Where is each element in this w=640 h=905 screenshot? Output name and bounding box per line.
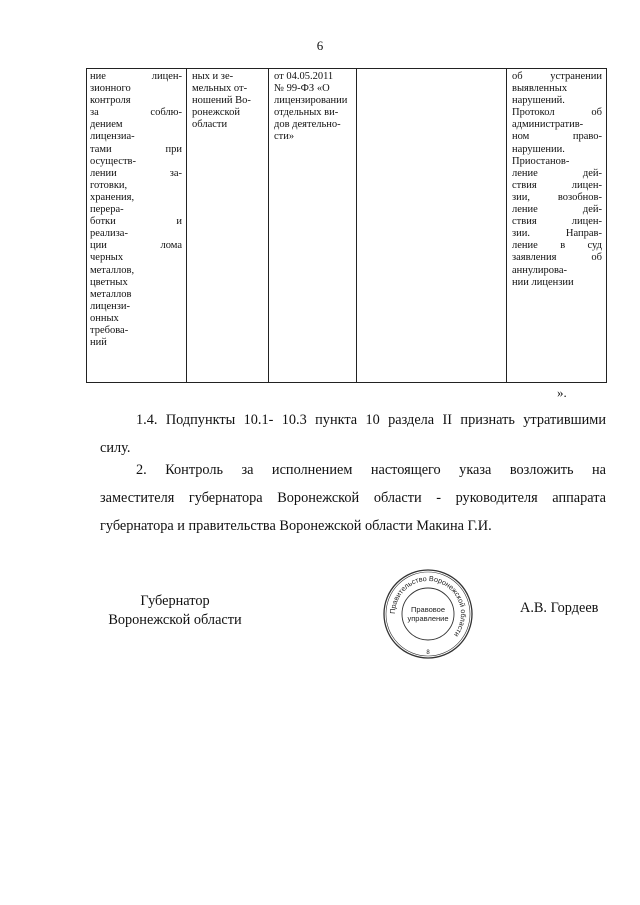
cell-line: аннулирова- bbox=[512, 264, 568, 276]
cell-text-lines bbox=[192, 71, 265, 131]
page-number: 6 bbox=[316, 38, 324, 53]
cell-line: контроля bbox=[90, 95, 131, 107]
cell-line: дов деятельно- bbox=[274, 119, 341, 131]
cell-line: зии, возобнов- bbox=[512, 191, 602, 203]
paragraph-2 bbox=[100, 456, 606, 540]
cell-line: черных bbox=[90, 252, 124, 264]
cell-text-lines bbox=[512, 71, 602, 289]
cell-text-lines bbox=[274, 71, 353, 144]
cell-line: ление дей- bbox=[512, 167, 602, 179]
paragraph-line: 2. Контроль за исполнением настоящего указа возложить на bbox=[136, 462, 606, 478]
signature-region: Воронежской области bbox=[108, 612, 242, 628]
document-table bbox=[86, 68, 607, 383]
cell-text-lines bbox=[90, 71, 182, 349]
cell-line: зионного bbox=[90, 83, 131, 95]
cell-line: ронежской bbox=[192, 107, 240, 119]
cell-line: выявленных bbox=[512, 83, 568, 95]
cell-line: лицензиа- bbox=[90, 131, 135, 143]
cell-line: металлов, bbox=[90, 264, 135, 276]
cell-line: нии лицензии bbox=[512, 276, 574, 288]
cell-line: ствия лицен- bbox=[512, 179, 602, 191]
cell-line: хранения, bbox=[90, 191, 135, 203]
cell-line: готовки, bbox=[90, 179, 128, 191]
table-row bbox=[87, 69, 607, 383]
cell-line: ний bbox=[90, 337, 107, 349]
seal-ring-text: Правительство Воронежской области bbox=[387, 573, 469, 639]
signatory-name: А.В. Гордеев bbox=[520, 600, 599, 616]
paragraph-line: заместителя губернатора Воронежской области - руководителя аппарата bbox=[100, 490, 606, 506]
cell-line: лении за- bbox=[90, 167, 182, 179]
cell-line: тами при bbox=[90, 143, 182, 155]
seal-center-line1: Правовое bbox=[410, 605, 446, 614]
cell-line: отдельных ви- bbox=[274, 107, 339, 119]
cell-line: цветных bbox=[90, 276, 128, 288]
cell-line: ствия лицен- bbox=[512, 216, 602, 228]
cell-line: ции лома bbox=[90, 240, 182, 252]
cell-line: ном право- bbox=[512, 131, 602, 143]
cell-line: нарушений. bbox=[512, 95, 565, 107]
cell-line: лицензи- bbox=[90, 300, 131, 312]
seal-center-line2: управление bbox=[407, 614, 449, 623]
seal-number: 8 bbox=[426, 650, 430, 656]
cell-line: осуществ- bbox=[90, 155, 136, 167]
cell-line: № 99-ФЗ «О bbox=[274, 83, 330, 95]
cell-line: административ- bbox=[512, 119, 584, 131]
cell-line: перера- bbox=[90, 204, 124, 216]
cell-line: лицензировании bbox=[274, 95, 348, 107]
cell-line: ние лицен- bbox=[90, 71, 182, 82]
cell-line: Протокол об bbox=[512, 107, 602, 119]
cell-line: ношений Во- bbox=[192, 95, 251, 107]
table-cell-law bbox=[269, 69, 357, 383]
cell-line: металлов bbox=[90, 288, 132, 300]
cell-line: нарушении. bbox=[512, 143, 565, 155]
cell-line: Приостанов- bbox=[512, 155, 570, 167]
table-cell-empty bbox=[357, 69, 507, 383]
paragraph-line: силу. bbox=[100, 440, 131, 456]
cell-line: сти» bbox=[274, 131, 295, 143]
paragraph-1-4 bbox=[100, 406, 606, 462]
signature-title: Губернатор bbox=[140, 593, 210, 609]
cell-line: требова- bbox=[90, 324, 129, 336]
paragraph-line: 1.4. Подпункты 10.1- 10.3 пункта 10 раздела II признать утратившими bbox=[136, 412, 606, 428]
paragraph-line: губернатора и правительства Воронежской области Макина Г.И. bbox=[100, 518, 492, 534]
cell-line: мельных от- bbox=[192, 83, 248, 95]
cell-line: заявления об bbox=[512, 252, 602, 264]
cell-line: об устранении bbox=[512, 71, 602, 82]
cell-line: ботки и bbox=[90, 216, 182, 228]
cell-line: ление в суд bbox=[512, 240, 602, 252]
table-closing-quote: ». bbox=[557, 385, 567, 400]
table-cell-subject bbox=[87, 69, 187, 383]
signature-position bbox=[100, 592, 250, 630]
cell-line: зии. Направ- bbox=[512, 228, 602, 240]
cell-line: области bbox=[192, 119, 228, 131]
cell-line: реализа- bbox=[90, 228, 128, 240]
cell-line: онных bbox=[90, 312, 119, 324]
cell-line: ных и зе- bbox=[192, 71, 234, 82]
cell-line: за соблю- bbox=[90, 107, 182, 119]
official-seal bbox=[382, 568, 474, 660]
cell-line: дением bbox=[90, 119, 123, 131]
cell-line: ление дей- bbox=[512, 204, 602, 216]
table-cell-scope bbox=[187, 69, 269, 383]
table-cell-result bbox=[507, 69, 607, 383]
cell-line: от 04.05.2011 bbox=[274, 71, 334, 82]
